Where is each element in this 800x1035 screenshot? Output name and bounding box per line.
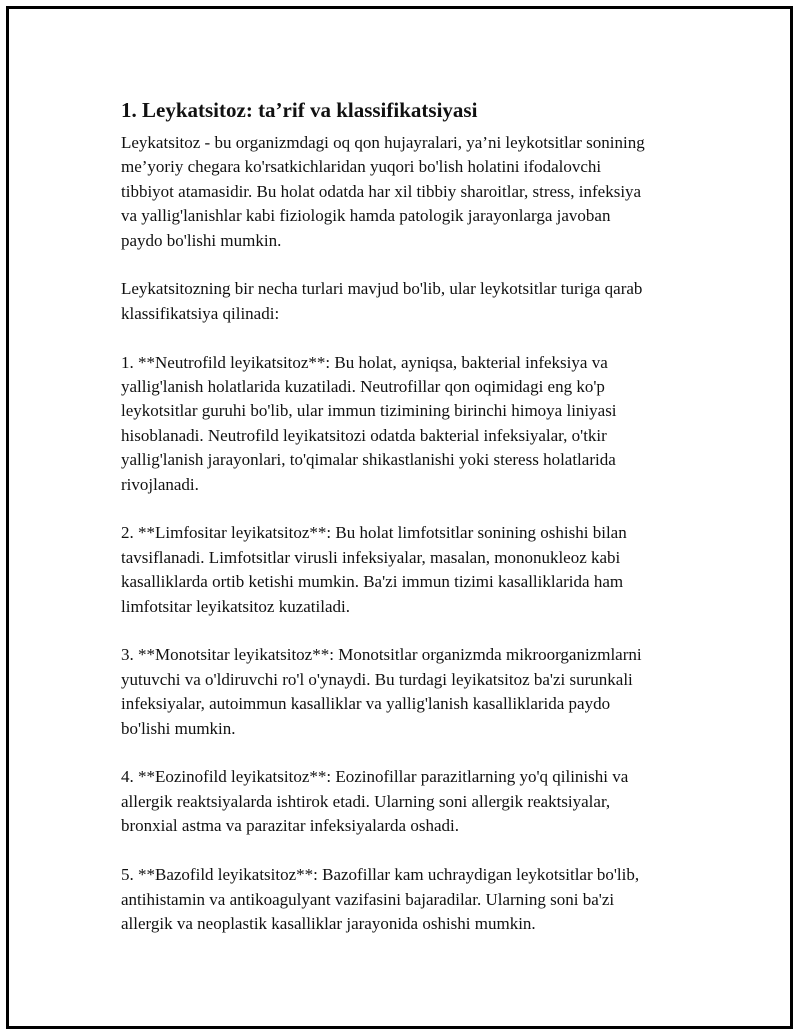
text-line: 4. **Eozinofild leyikatsitoz**: Eozinofillar parazitlarning yo'q qilinishi va xyxy=(121,767,629,787)
text-line: tibbiyot atamasidir. Bu holat odatda har xil tibbiy sharoitlar, stress, infeksiya xyxy=(121,181,642,201)
text-line: limfotsitar leyikatsitoz kuzatiladi. xyxy=(121,596,350,616)
section-heading: 1. Leykatsitoz: ta’rif va klassifikatsiyasi xyxy=(121,98,478,122)
list-item-lymphocyte xyxy=(121,521,701,619)
text-line: yallig'lanish holatlarida kuzatiladi. Neutrofillar qon oqimidagi eng ko'p xyxy=(121,377,605,397)
text-line: va yallig'lanishlar kabi fiziologik hamda patologik jarayonlarga javoban xyxy=(121,206,611,226)
text-line: antihistamin va antikoagulyant vazifasini bajaradilar. Ularning soni ba'zi xyxy=(121,889,615,909)
text-line: bronxial astma va parazitar infeksiyalarda oshadi. xyxy=(121,816,459,836)
list-item-basophil xyxy=(121,863,701,936)
paragraph-definition xyxy=(121,131,701,253)
text-line: kasalliklarda ortib ketishi mumkin. Ba'zi immun tizimi kasalliklarida ham xyxy=(121,572,624,592)
text-line: hisoblanadi. Neutrofild leyikatsitozi odatda bakterial infeksiyalar, o'tkir xyxy=(121,425,607,445)
page-frame xyxy=(6,6,793,1029)
text-line: yallig'lanish jarayonlari, to'qimalar shikastlanishi yoki steress holatlarida xyxy=(121,450,616,470)
text-line: Leykatsitoz - bu organizmdagi oq qon hujayralari, ya’ni leykotsitlar sonining xyxy=(121,133,645,152)
text-line: allergik reaktsiyalarda ishtirok etadi. Ularning soni allergik reaktsiyalar, xyxy=(121,791,611,811)
text-line: Leykatsitozning bir necha turlari mavjud bo'lib, ular leykotsitlar turiga qarab xyxy=(121,279,643,299)
text-line: allergik va neoplastik kasalliklar jarayonida oshishi mumkin. xyxy=(121,913,536,933)
text-line: 3. **Monotsitar leyikatsitoz**: Monotsitlar organizmda mikroorganizmlarni xyxy=(121,645,642,665)
text-line: me’yoriy chegara ko'rsatkichlaridan yuqori bo'lish holatini ifodalovchi xyxy=(121,157,602,177)
list-item-monocyte xyxy=(121,643,701,741)
text-line: yutuvchi va o'ldiruvchi ro'l o'ynaydi. Bu turdagi leyikatsitoz ba'zi surunkali xyxy=(121,669,633,689)
text-line: leykotsitlar guruhi bo'lib, ular immun tizimining birinchi himoya liniyasi xyxy=(121,401,617,421)
text-line: klassifikatsiya qilinadi: xyxy=(121,303,280,323)
document-body xyxy=(121,97,701,961)
text-line: 5. **Bazofild leyikatsitoz**: Bazofillar kam uchraydigan leykotsitlar bo'lib, xyxy=(121,865,640,885)
paragraph-intro-types xyxy=(121,277,701,326)
text-line: rivojlanadi. xyxy=(121,474,199,494)
text-line: paydo bo'lishi mumkin. xyxy=(121,230,282,250)
text-line: infeksiyalar, autoimmun kasalliklar va yallig'lanish kasalliklarida paydo xyxy=(121,694,611,714)
text-line: 1. **Neutrofild leyikatsitoz**: Bu holat, ayniqsa, bakterial infeksiya va xyxy=(121,352,608,372)
text-line: 2. **Limfositar leyikatsitoz**: Bu holat limfotsitlar sonining oshishi bilan xyxy=(121,523,627,543)
list-item-neutrophil xyxy=(121,351,701,497)
text-line: bo'lishi mumkin. xyxy=(121,718,236,738)
text-line: tavsiflanadi. Limfotsitlar virusli infeksiyalar, masalan, mononukleoz kabi xyxy=(121,547,621,567)
list-item-eosinophil xyxy=(121,765,701,838)
